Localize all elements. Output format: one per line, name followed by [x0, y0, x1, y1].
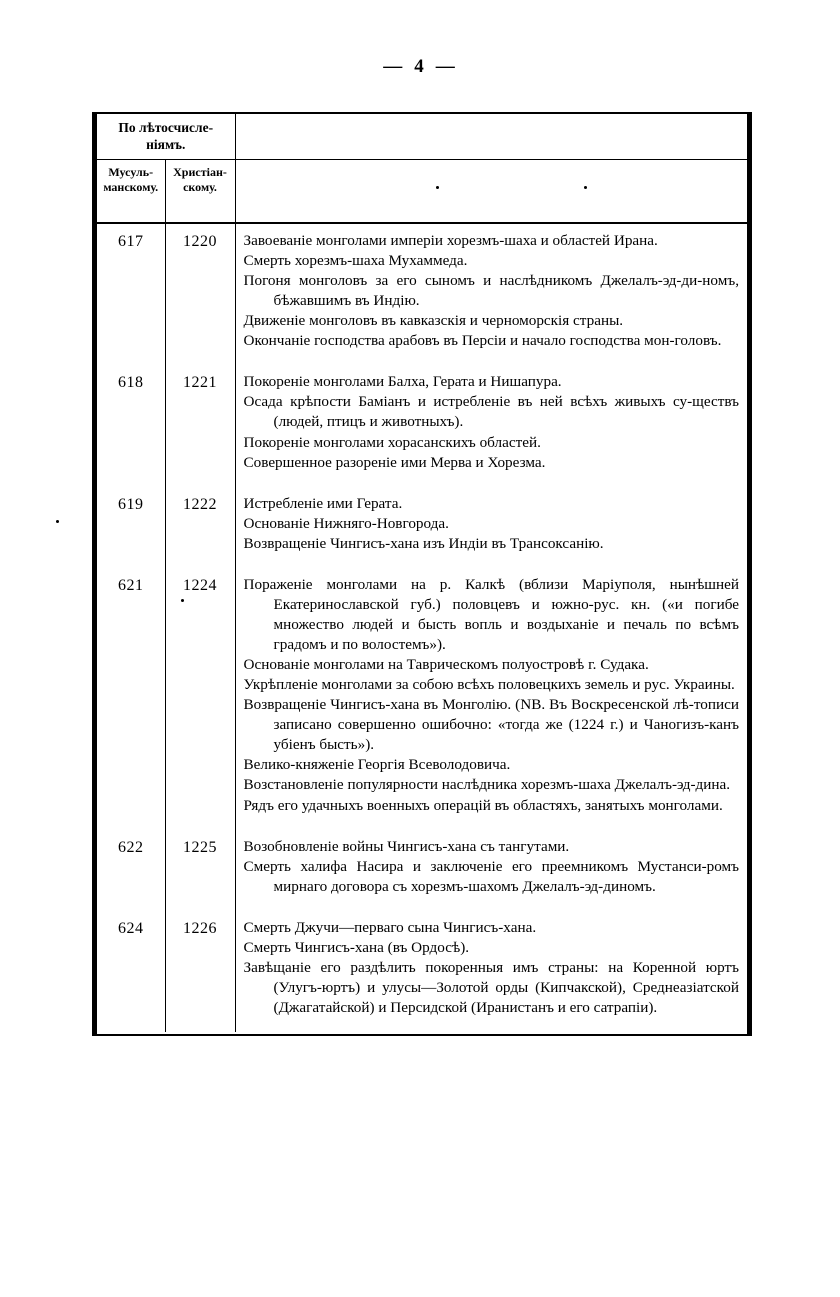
event-item: Рядъ его удачныхъ военныхъ операцій въ областяхъ, занятыхъ монголами.: [243, 796, 723, 814]
table-row: [97, 487, 747, 568]
cell-muslim-year: 617: [97, 223, 165, 365]
cell-events: [235, 830, 747, 911]
header-col-christian-line1: Христіан-: [173, 164, 227, 179]
event-item: Велико-княженіе Георгія Всеволодовича.: [243, 756, 511, 774]
table-row: [97, 568, 747, 830]
cell-christian-year: 1225: [165, 830, 235, 911]
event-list: [244, 911, 739, 1032]
event-item: Завѣщаніе его раздѣлить покоренныя имъ страны: на Коренной юртъ (Улугъ-юртъ) и улусы—Золотой орды (Кипчакской), Среднеазіатской (Джагатайской) и Персидской (Иранистанъ и его сатрапіи).: [243, 958, 739, 1016]
event-item: Движеніе монголовъ въ кавказскія и черноморскія страны.: [243, 312, 624, 330]
cell-muslim-year: 619: [97, 487, 165, 568]
event-item: Возобновленіе войны Чингисъ-хана съ тангутами.: [243, 837, 570, 855]
event-item: Смерть Чингисъ-хана (въ Ордосѣ).: [243, 938, 470, 956]
table-row: [97, 223, 747, 365]
cell-events: [235, 911, 747, 1032]
cell-christian-year: 1226: [165, 911, 235, 1032]
cell-events: [235, 223, 747, 365]
event-item: Покореніе монголами хорасанскихъ областей.: [243, 433, 541, 451]
header-col-muslim: [97, 159, 165, 223]
event-list: [244, 487, 739, 568]
table-bottom-padding: [97, 1032, 747, 1034]
table-header-subrow: [97, 159, 747, 223]
event-item: Осада крѣпости Баміанъ и истребленіе въ ней всѣхъ живыхъ су-ществъ (людей, птицъ и животныхъ).: [243, 393, 739, 431]
table-row: [97, 830, 747, 911]
event-item: Окончаніе господства арабовъ въ Персіи и начало господства мон-головъ.: [243, 332, 722, 350]
cell-events: [235, 568, 747, 830]
event-item: Возвращеніе Чингисъ-хана изъ Индіи въ Трансоксанію.: [243, 534, 604, 552]
event-item: Смерть хорезмъ-шаха Мухаммеда.: [243, 252, 468, 269]
header-col-muslim-line2: манскому.: [103, 180, 159, 195]
header-group-line1: По лѣтосчисле-: [118, 120, 214, 135]
chronology-table: [97, 114, 747, 1032]
event-item: Совершенное разореніе ими Мерва и Хорезма.: [243, 453, 546, 471]
header-col-muslim-line1: Мусуль-: [108, 164, 154, 179]
chronology-table-frame: [92, 112, 752, 1036]
cell-christian-year: 1224: [165, 568, 235, 830]
cell-events: [235, 365, 747, 486]
cell-christian-year: 1221: [165, 365, 235, 486]
header-col-christian: [165, 159, 235, 223]
header-group-chronologies: [97, 114, 235, 159]
table-row: [97, 365, 747, 486]
table-header-group-row: [97, 114, 747, 159]
event-item: Смерть Джучи—перваго сына Чингисъ-хана.: [243, 918, 537, 936]
cell-muslim-year: 624: [97, 911, 165, 1032]
cell-christian-year: 1222: [165, 487, 235, 568]
event-item: Возстановленіе популярности наслѣдника хорезмъ-шаха Джелалъ-эд-дина.: [243, 776, 731, 794]
event-list: [244, 830, 739, 911]
page-number-dash-right: —: [435, 56, 457, 77]
printing-speck-left: [56, 520, 59, 523]
event-item: Основаніе Нижняго-Новгорода.: [243, 514, 449, 532]
header-col-christian-line2: скому.: [183, 180, 217, 195]
table-row: [97, 911, 747, 1032]
event-list: [244, 224, 739, 365]
event-item: Укрѣпленіе монголами за собою всѣхъ половецкихъ земель и рус. Украины.: [243, 676, 735, 694]
header-events-empty-sub: [235, 159, 747, 223]
event-item: Покореніе монголами Балха, Герата и Нишапура.: [243, 373, 562, 391]
header-events-empty-top: [235, 114, 747, 159]
event-item: Погоня монголовъ за его сыномъ и наслѣдникомъ Джелалъ-эд-ди-номъ, бѣжавшимъ въ Индію.: [243, 272, 739, 310]
cell-events: [235, 487, 747, 568]
chronology-table-inner: [94, 114, 750, 1034]
event-item: Истребленіе ими Герата.: [243, 494, 403, 512]
chronology-table-body: [97, 223, 747, 1032]
event-list: [244, 568, 739, 830]
cell-christian-year: 1220: [165, 223, 235, 365]
event-item: Возвращеніе Чингисъ-хана въ Монголію. (NB. Въ Воскресенской лѣ-тописи записано совершенно ошибочно: «тогда же (1224 г.) и Чаногизъ-канъ убіенъ бысть»).: [243, 696, 739, 754]
cell-muslim-year: 622: [97, 830, 165, 911]
event-list: [244, 365, 739, 486]
cell-muslim-year: 618: [97, 365, 165, 486]
cell-muslim-year: 621: [97, 568, 165, 830]
page-number-dash-left: —: [383, 56, 405, 77]
event-item: Основаніе монголами на Таврическомъ полуостровѣ г. Судака.: [243, 656, 649, 674]
header-group-line2: ніямъ.: [146, 136, 186, 152]
event-item: Завоеваніе монголами имперіи хорезмъ-шаха и областей Ирана.: [243, 231, 658, 249]
page-number: [0, 56, 840, 78]
page-number-value: 4: [414, 56, 426, 77]
event-item: Пораженіе монголами на р. Калкѣ (вблизи Маріуполя, нынѣшней Екатеринославской губ.) половцевъ и южно-рус. кн. («и погибе множество людей и бысть вопль и воздыханіе и печаль по всѣмъ градомъ и по волостемъ»).: [243, 575, 739, 653]
event-item: Смерть халифа Насира и заключеніе его преемникомъ Мустанси-ромъ мирнаго договора съ хорезмъ-шахомъ Джелалъ-эд-диномъ.: [243, 857, 739, 895]
